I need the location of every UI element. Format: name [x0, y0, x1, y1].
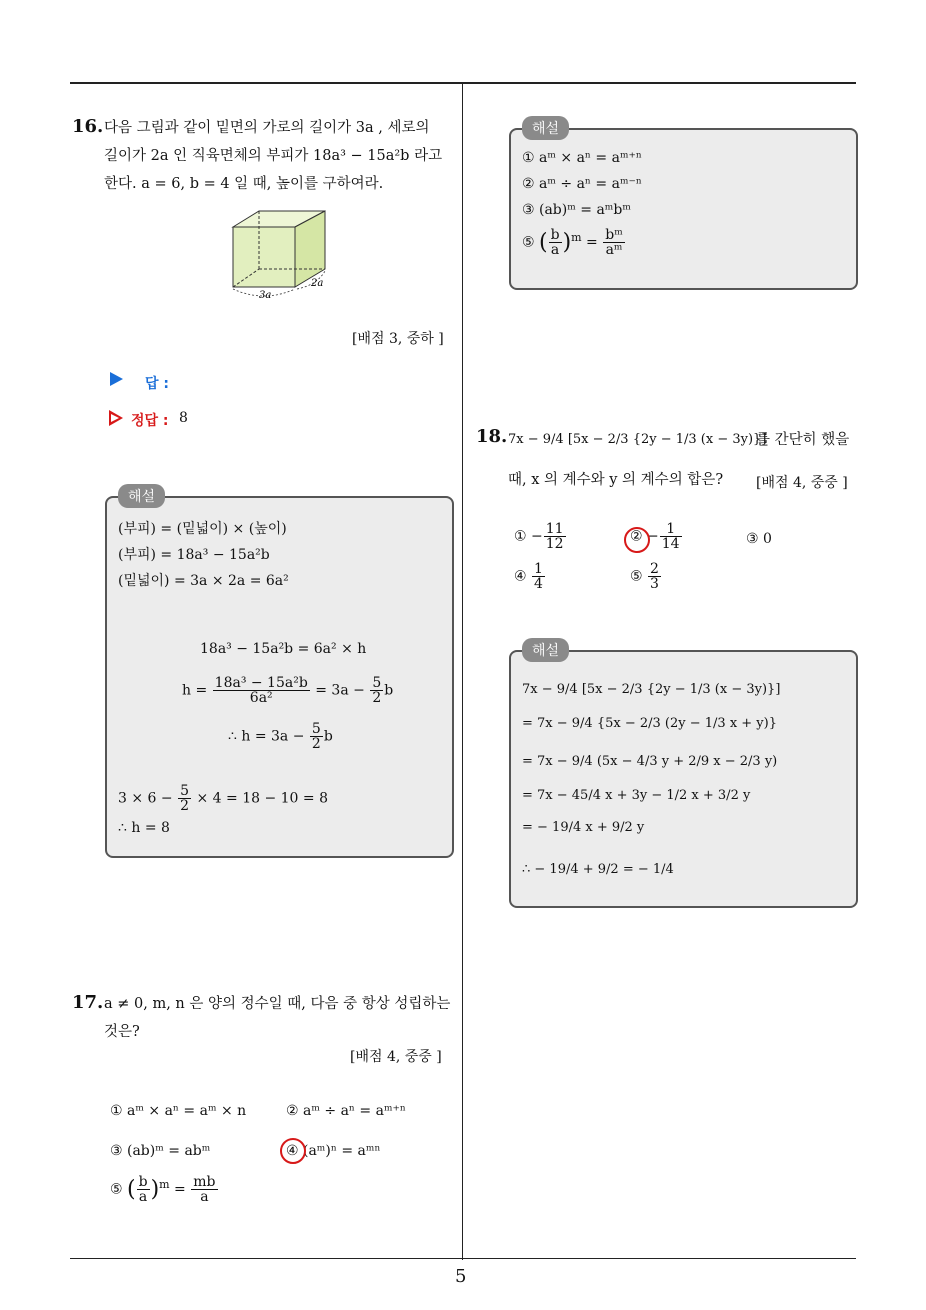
q18-sol5: = − 19/4 x + 9/2 y	[522, 820, 645, 835]
q17-c5-exp: m	[159, 1177, 170, 1191]
q18-solution-tag: 해설	[522, 638, 569, 662]
q16-sol6-fn: 5	[311, 721, 321, 737]
q16-line1: 다음 그림과 같이 밑면의 가로의 길이가 3a , 세로의	[104, 120, 430, 136]
q17-c5-rn: mb	[193, 1174, 216, 1190]
q16-score: [배점 3, 중하 ]	[352, 331, 444, 347]
q17-sol1: ① aᵐ × aⁿ = aᵐ⁺ⁿ	[522, 150, 642, 166]
q16-line2: 길이가 2a 인 직육면체의 부피가 18a³ − 15a²b 라고	[104, 148, 443, 164]
q16-sol6	[228, 722, 333, 751]
q17-sol4-fn: b	[550, 227, 560, 243]
q16-sol5-num: 18a³ − 15a²b	[214, 675, 308, 691]
q16-sol6-frac	[310, 722, 323, 751]
q16-line3: 한다. a = 6, b = 4 일 때, 높이를 구하여라.	[104, 176, 384, 192]
fig-label-3a: 3a	[259, 290, 272, 301]
q18-c5-n: 2	[650, 561, 659, 577]
answer-label: 답 :	[145, 376, 169, 392]
q18-expression: 7x − 9/4 [5x − 2/3 {2y − 1/3 (x − 3y)}]	[508, 432, 767, 447]
q18-c4-n: 1	[534, 561, 543, 577]
q17-line2: 것은?	[104, 1024, 140, 1040]
q16-sol5-lhs: h =	[182, 682, 208, 699]
answer-arrow-icon	[110, 372, 123, 386]
q16-sol6-end: b	[323, 728, 333, 745]
q16-sol5-mid: = 3a −	[315, 682, 365, 699]
q18-sol3: = 7x − 9/4 (5x − 4/3 y + 2/9 x − 2/3 y)	[522, 754, 778, 769]
q17-sol4-exp: m	[571, 230, 582, 244]
q18-choice-1[interactable]	[514, 522, 567, 551]
q18-sol6: ∴ − 19/4 + 9/2 = − 1/4	[522, 862, 674, 877]
q17-sol4-frac	[549, 228, 562, 257]
q17-sol4-rd: aᵐ	[605, 242, 623, 258]
q17-sol2: ② aᵐ ÷ aⁿ = aᵐ⁻ⁿ	[522, 176, 642, 192]
q16-sol7-frac	[178, 784, 191, 813]
q18-sol2: = 7x − 9/4 {5x − 2/3 (2y − 1/3 x + y)}	[522, 716, 777, 731]
q18-c2-frac	[660, 522, 682, 551]
q17-choice-3[interactable]: ③ (ab)ᵐ = abᵐ	[110, 1143, 211, 1159]
q17-number: 17.	[72, 992, 104, 1013]
q16-sol7	[118, 784, 328, 813]
q18-answer-mark	[624, 527, 650, 553]
q18-c5-frac	[648, 562, 661, 591]
q18-c1-frac	[544, 522, 566, 551]
q18-text-after: 를 간단히 했을	[756, 432, 850, 448]
q17-score: [배점 4, 중중 ]	[350, 1049, 442, 1065]
q17-choice-5[interactable]: ⑤ ( $\frac{b}{a}$ )$^m$ = $\frac{mb}{a}$	[110, 1174, 216, 1205]
cuboid-figure	[225, 205, 345, 305]
q16-solution-tag: 해설	[118, 484, 165, 508]
q17-choice-2[interactable]: ② aᵐ ÷ aⁿ = aᵐ⁺ⁿ	[286, 1103, 406, 1119]
q16-sol1: (부피) = (밑넓이) × (높이)	[118, 521, 287, 537]
q17-c5-frac	[137, 1175, 150, 1204]
q16-sol5-fd: 2	[372, 690, 382, 706]
q17-sol4: ⑤ ( $\frac{b}{a}$ )$^m$ = $\frac{\text{bᵐ}}{\text{aᵐ}}$	[522, 227, 623, 258]
q16-sol5-frac	[213, 676, 310, 705]
q17-c5-fd: a	[138, 1189, 148, 1205]
q16-sol5-fn: 5	[372, 675, 382, 691]
q17-c5-rfrac	[191, 1175, 217, 1204]
q17-sol3: ③ (ab)ᵐ = aᵐbᵐ	[522, 202, 631, 218]
q18-sol4: = 7x − 45/4 x + 3y − 1/2 x + 3/2 y	[522, 788, 751, 803]
q18-line2: 때, x 의 계수와 y 의 계수의 합은?	[508, 472, 724, 488]
q17-c5-pre: ⑤	[110, 1181, 123, 1198]
q18-c2-pre: ② −	[630, 528, 659, 545]
correct-arrow-inner	[111, 414, 119, 422]
q18-c4-d: 4	[534, 576, 543, 592]
q18-c4-pre: ④	[514, 568, 527, 585]
q16-sol6-fd: 2	[311, 736, 321, 752]
q18-number: 18.	[476, 426, 508, 447]
q17-sol4-pre: ⑤	[522, 234, 535, 251]
q16-sol7-b: × 4 = 18 − 10 = 8	[196, 790, 328, 807]
q17-choice-1[interactable]: ① aᵐ × aⁿ = aᵐ × n	[110, 1103, 247, 1119]
q17-sol4-rn: bᵐ	[605, 227, 623, 243]
q18-choice-4[interactable]	[514, 562, 546, 591]
q16-sol5-end: b	[384, 682, 394, 699]
q16-sol5	[182, 676, 393, 705]
q18-score: [배점 4, 중중 ]	[756, 475, 848, 491]
q17-sol4-rfrac	[603, 228, 625, 257]
q17-answer-mark	[280, 1138, 306, 1164]
q17-solution-tag: 해설	[522, 116, 569, 140]
q17-c5-fn: b	[138, 1174, 148, 1190]
q18-choice-3[interactable]: ③ 0	[746, 531, 772, 547]
q18-c2-n: 1	[660, 522, 682, 537]
q16-sol6-lhs: ∴ h = 3a −	[228, 728, 305, 745]
q16-sol7-fn: 5	[180, 783, 190, 799]
q18-c4-frac	[532, 562, 545, 591]
q18-c1-n: 11	[545, 521, 564, 537]
q18-c2-d: 14	[661, 536, 680, 552]
correct-value: 8	[179, 410, 188, 426]
page-number: 5	[455, 1266, 467, 1287]
bottom-rule	[70, 1258, 856, 1259]
q16-sol3: (밑넓이) = 3a × 2a = 6a²	[118, 573, 289, 589]
q18-c5-d: 3	[650, 576, 659, 592]
q17-choice-4[interactable]: ④ (aᵐ)ⁿ = aᵐⁿ	[286, 1143, 381, 1159]
q16-sol7-fd: 2	[180, 798, 190, 814]
q18-c1-pre: ① −	[514, 528, 543, 545]
q16-number: 16.	[72, 116, 104, 137]
top-rule	[70, 82, 856, 84]
column-divider	[462, 84, 463, 1260]
fig-label-2a: 2a	[311, 278, 324, 289]
q16-sol4: 18a³ − 15a²b = 6a² × h	[200, 641, 367, 657]
q18-c1-d: 12	[545, 536, 564, 552]
q16-sol2: (부피) = 18a³ − 15a²b	[118, 547, 270, 563]
q18-c5-pre: ⑤	[630, 568, 643, 585]
q16-sol5-den: 6a²	[249, 690, 273, 706]
q17-sol4-fd: a	[550, 242, 560, 258]
q16-sol5-frac2	[370, 676, 383, 705]
q16-sol7-a: 3 × 6 −	[118, 790, 173, 807]
q17-c5-rd: a	[200, 1189, 209, 1205]
q18-choice-5[interactable]	[630, 562, 662, 591]
q18-sol1: 7x − 9/4 [5x − 2/3 {2y − 1/3 (x − 3y)}]	[522, 682, 781, 697]
correct-label: 정답 :	[131, 413, 169, 429]
q16-sol8: ∴ h = 8	[118, 820, 170, 836]
q17-line1: a ≠ 0, m, n 은 양의 정수일 때, 다음 중 항상 성립하는	[104, 996, 451, 1012]
